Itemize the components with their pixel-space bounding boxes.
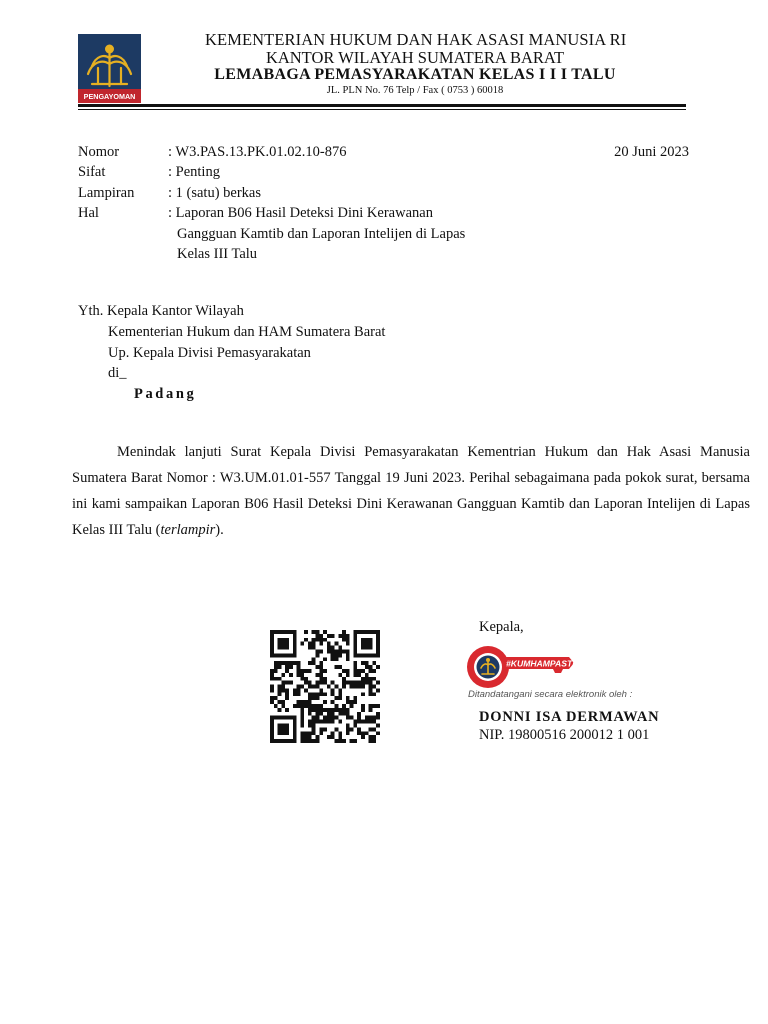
addressee-line: Up. Kepala Divisi Pemasyarakatan (108, 345, 311, 361)
meta-value: : Penting (168, 164, 220, 180)
ministry-name: KEMENTERIAN HUKUM DAN HAK ASASI MANUSIA RI (205, 30, 627, 49)
esign-caption: Ditandatangani secara elektronik oleh : (468, 689, 633, 700)
addressee-line: di_ (108, 365, 127, 381)
letterhead-rule (78, 104, 686, 107)
hal-continuation-line: Kelas III Talu (177, 246, 258, 262)
addressee-city: Padang (134, 386, 197, 402)
kumhampasti-badge-icon (465, 644, 575, 692)
body-text: Menindak lanjuti Surat Kepala Divisi Pemasyarakatan Kementrian Hukum dan Hak Asasi Manusia Sumatera Barat Nomor : W3.UM.01.01-557 Tanggal 19 Juni 2023. Perihal sebagaimana pada pokok surat, bersama ini kami sampaikan Laporan B06 Hasil Deteksi Dini Kerawanan Gangguan Kamtib dan Laporan Intelijen di Lapas Kelas III Talu ( (72, 444, 750, 538)
hal-continuation-line: Gangguan Kamtib dan Laporan Intelijen di Lapas (177, 226, 466, 242)
badge-label: #KUMHAMPASTI (506, 658, 575, 669)
meta-value: : W3.PAS.13.PK.01.02.10-876 (168, 144, 347, 160)
meta-label: Lampiran (78, 185, 135, 201)
body-paragraph (72, 439, 750, 543)
meta-value: : 1 (satu) berkas (168, 185, 262, 201)
body-italic: terlampir (160, 522, 216, 538)
qr-code (270, 630, 380, 743)
meta-label: Hal (78, 205, 99, 221)
addressee-line: Kementerian Hukum dan HAM Sumatera Barat (108, 324, 386, 340)
institution-name: LEMABAGA PEMASYARAKATAN KELAS I I I TALU (214, 66, 616, 83)
meta-value: : Laporan B06 Hasil Deteksi Dini Kerawanan (168, 205, 433, 221)
signatory-name: DONNI ISA DERMAWAN (479, 709, 660, 725)
pengayoman-emblem-icon (78, 34, 141, 103)
body-end: ). (215, 522, 224, 538)
signatory-nip: NIP. 19800516 200012 1 001 (479, 727, 650, 743)
regional-office-name: KANTOR WILAYAH SUMATERA BARAT (265, 48, 565, 67)
signatory-title: Kepala, (479, 619, 524, 635)
letterhead-rule-thin (78, 109, 686, 110)
meta-label: Sifat (78, 164, 106, 180)
addressee-line: Yth. Kepala Kantor Wilayah (78, 303, 244, 319)
emblem-label: PENGAYOMAN (83, 92, 136, 101)
letter-date: 20 Juni 2023 (614, 144, 689, 160)
meta-label: Nomor (78, 144, 120, 160)
institution-address: JL. PLN No. 76 Telp / Fax ( 0753 ) 60018 (326, 85, 504, 96)
